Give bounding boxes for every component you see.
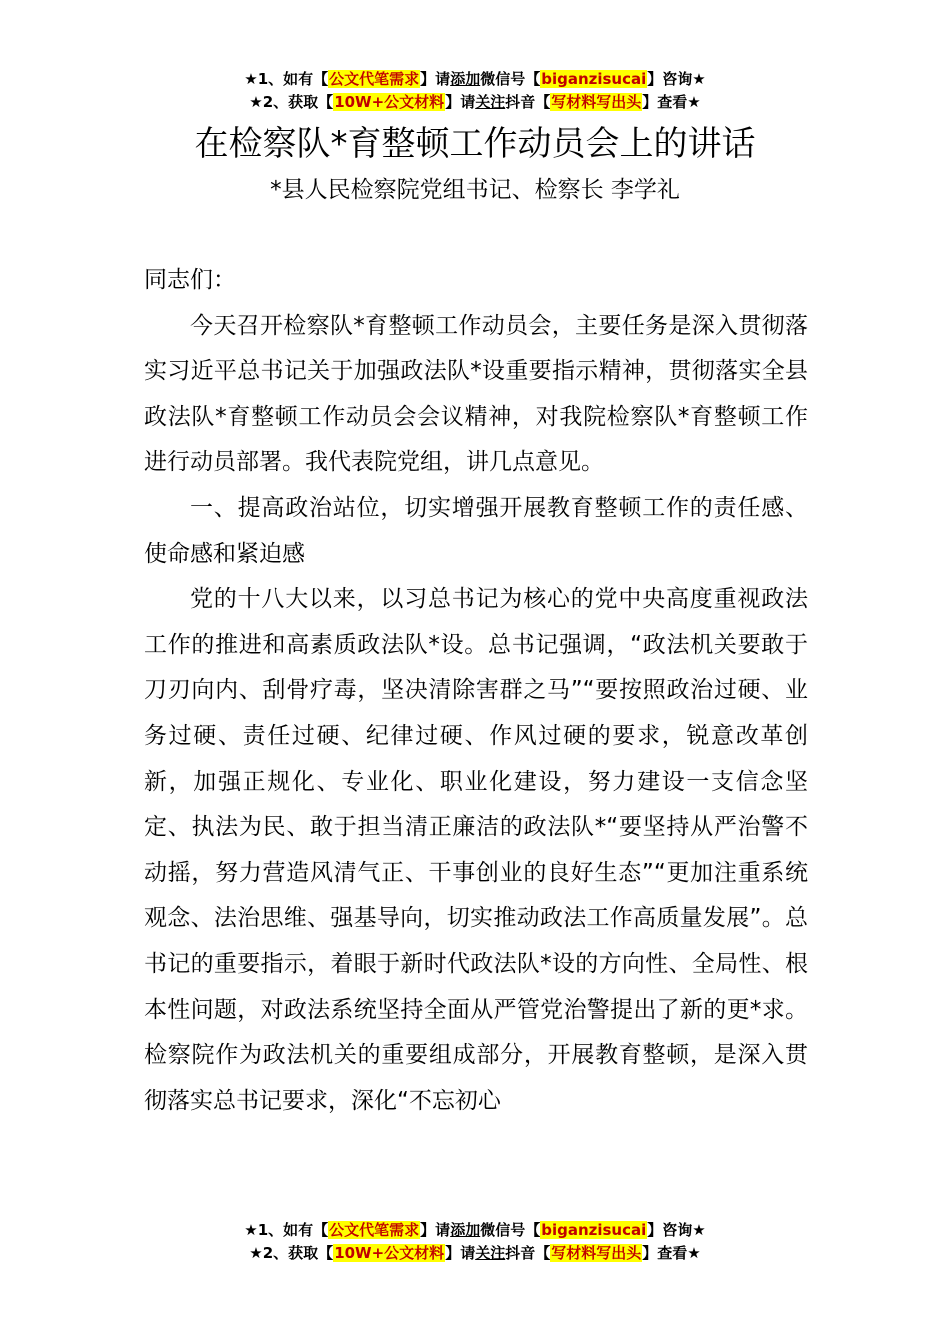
paragraph: 党的十八大以来，以习总书记为核心的党中央高度重视政法工作的推进和高素质政法队*设。总书记强调，“政法机关要敢于刀刃向内、刮骨疗毒，坚决清除害群之马”“要按照政治过硬、业务过硬、责任过硬、纪律过硬、作风过硬的要求，锐意改革创新，加强正规化、专业化、职业化建设，努力建设一支信念坚定、执法为民、敢于担当清正廉洁的政法队*“要坚持从严治警不动摇，努力营造风清气正、干事创业的良好生态”“更加注重系统观念、法治思维、强基导向，切实推动政法工作高质量发展”。总书记的重要指示，着眼于新时代政法队*设的方向性、全局性、根本性问题，对政法系统坚持全面从严管党治警提出了新的更*求。检察院作为政法机关的重要组成部分，开展教育整顿，是深入贯彻落实总书记要求，深化“不忘初心 (144, 586, 808, 1114)
banner-text: 】请 (445, 93, 476, 111)
banner-text: 抖音【 (505, 1244, 551, 1262)
banner-text: 微信号【 (480, 1221, 541, 1239)
banner-text: 】咨询★ (647, 70, 706, 88)
banner-text: 抖音【 (505, 93, 551, 111)
footer-banner (0, 1219, 950, 1265)
document-title: 在检察队*育整顿工作动员会上的讲话 (194, 124, 756, 164)
banner-line-1 (0, 68, 950, 91)
banner-highlight: 10W+公文材料 (334, 93, 445, 111)
banner-underlined: 添加 (450, 70, 481, 88)
banner-text: 】查看★ (642, 1244, 701, 1262)
banner-text: 】请 (445, 1244, 476, 1262)
banner-highlight: 10W+公文材料 (334, 1244, 445, 1262)
banner-text: 】请 (420, 70, 451, 88)
banner-wechat-id: biganzisucai (541, 70, 647, 88)
banner-line-2 (0, 91, 950, 114)
banner-text: ★1、如有【 (244, 70, 329, 88)
banner-underlined: 关注 (475, 93, 506, 111)
banner-highlight: 公文代笔需求 (329, 1221, 420, 1239)
greeting: 同志们： (144, 267, 236, 293)
banner-text: 微信号【 (480, 70, 541, 88)
header-banner (0, 68, 950, 114)
section-heading: 一、提高政治站位，切实增强开展教育整顿工作的责任感、使命感和紧迫感 (144, 494, 808, 567)
banner-text: 】咨询★ (647, 1221, 706, 1239)
banner-line-1 (0, 1219, 950, 1242)
banner-underlined: 添加 (450, 1221, 481, 1239)
banner-text: 】请 (420, 1221, 451, 1239)
banner-douyin-id: 写材料写出头 (551, 1244, 642, 1262)
document-author: *县人民检察院党组书记、检察长 李学礼 (270, 177, 680, 203)
banner-wechat-id: biganzisucai (541, 1221, 647, 1239)
banner-text: ★2、获取【 (249, 93, 334, 111)
banner-underlined: 关注 (475, 1244, 506, 1262)
banner-highlight: 公文代笔需求 (329, 70, 420, 88)
paragraph: 今天召开检察队*育整顿工作动员会，主要任务是深入贯彻落实习近平总书记关于加强政法队*设重要指示精神，贯彻落实全县政法队*育整顿工作动员会会议精神，对我院检察队*育整顿工作进行动员部署。我代表院党组，讲几点意见。 (144, 312, 808, 476)
banner-text: ★2、获取【 (249, 1244, 334, 1262)
document-body (144, 258, 808, 1124)
banner-line-2 (0, 1242, 950, 1265)
banner-text: ★1、如有【 (244, 1221, 329, 1239)
banner-douyin-id: 写材料写出头 (551, 93, 642, 111)
banner-text: 】查看★ (642, 93, 701, 111)
